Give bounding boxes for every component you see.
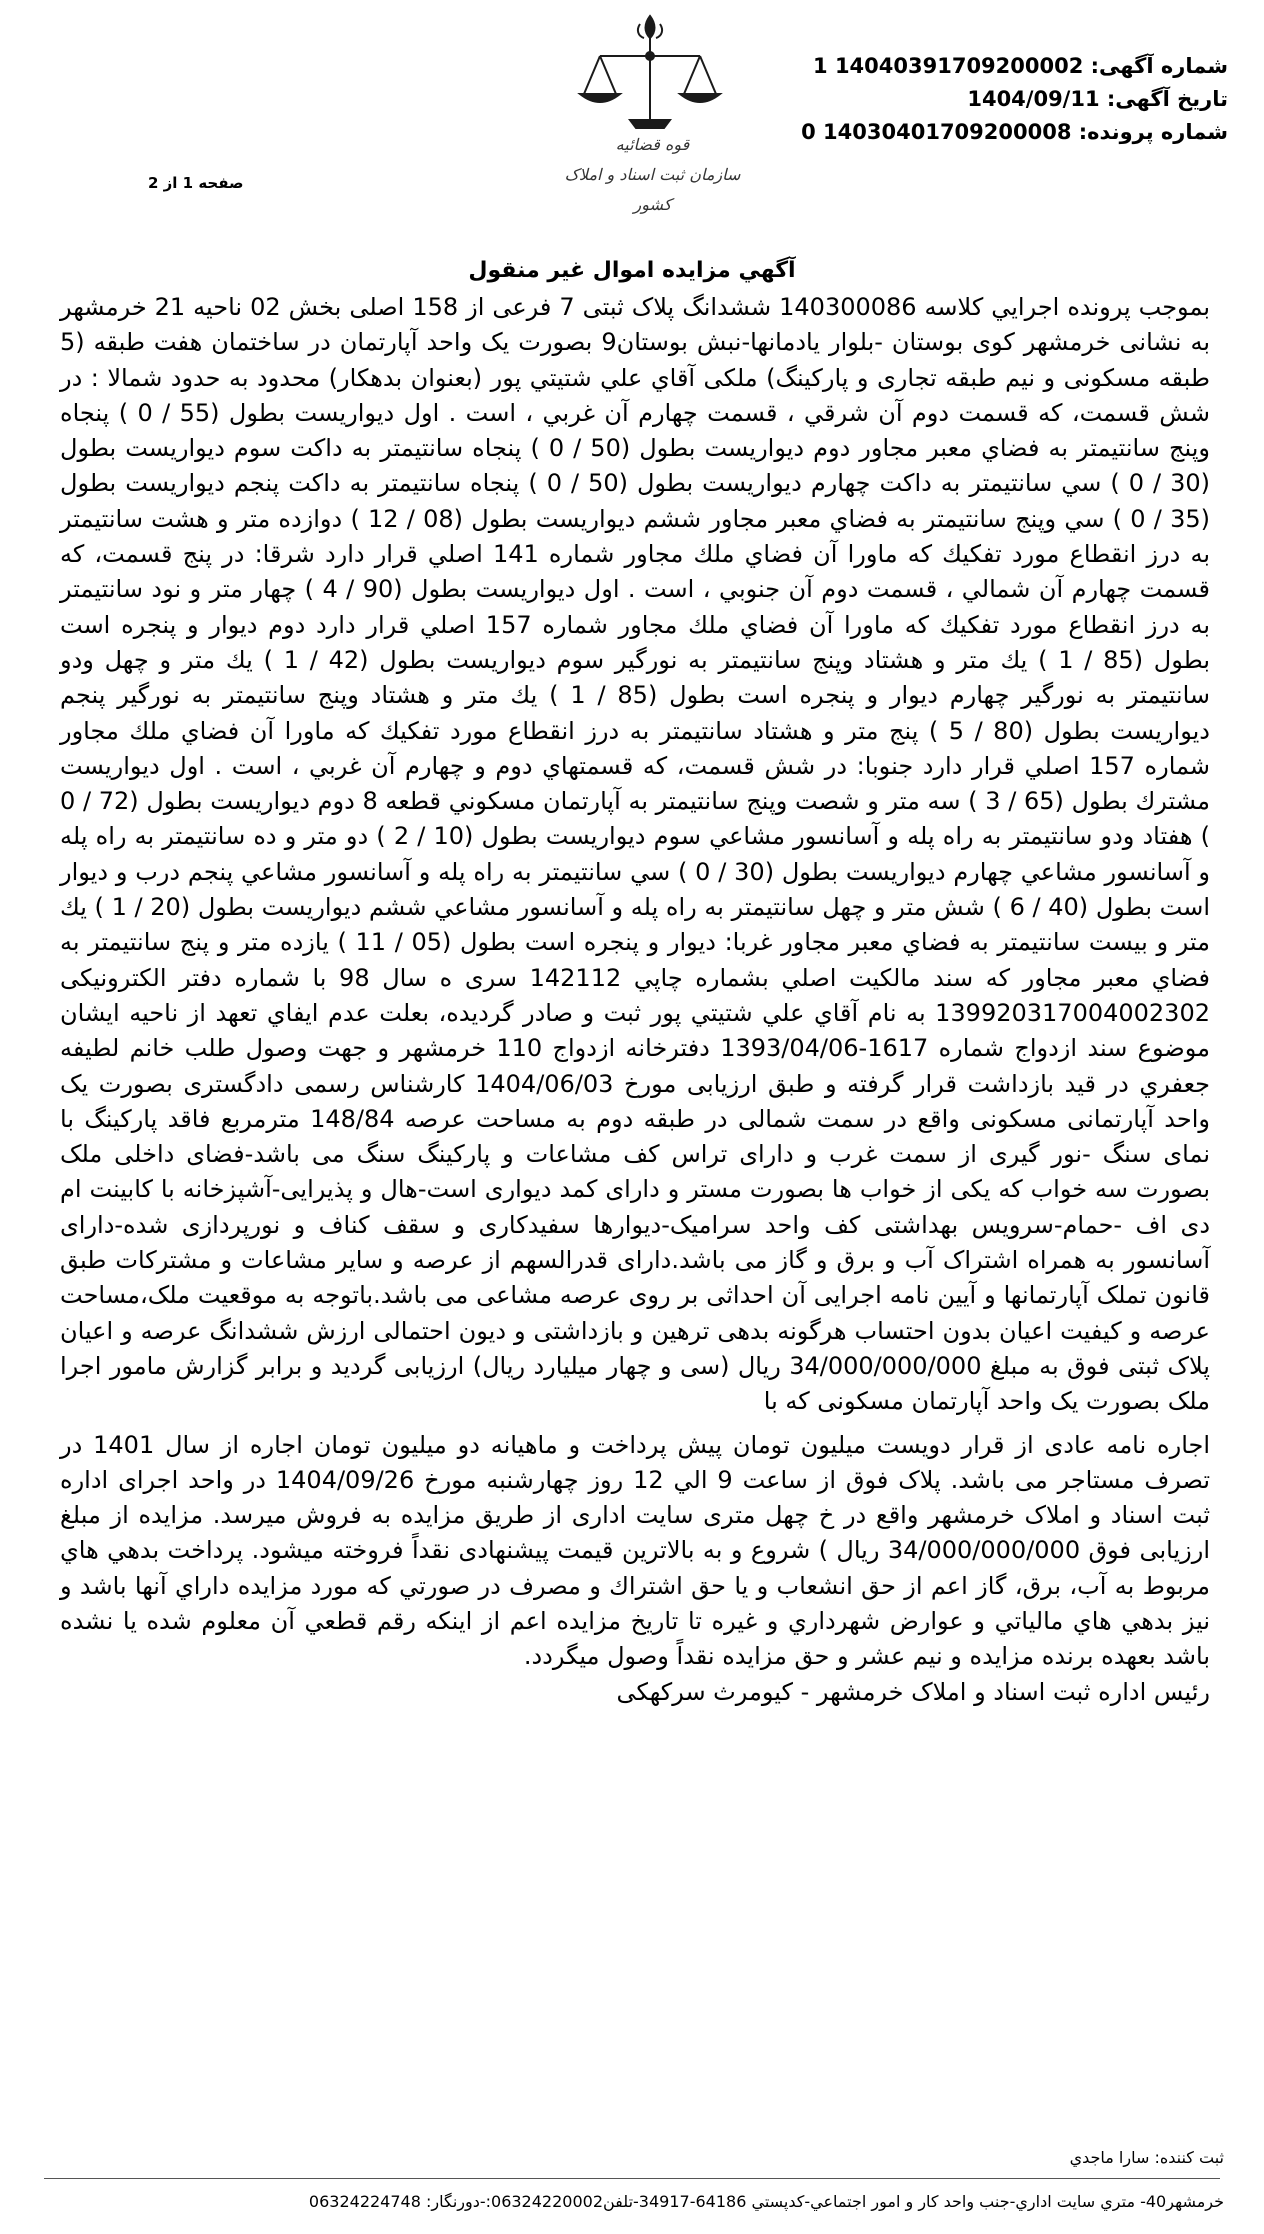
registrar-name: سارا ماجدي [1069, 2148, 1150, 2167]
footer-address: خرمشهر40- متري سايت اداري-جنب واحد كار و امور اجتماعي-كدپستي 64186-34917-تلفن06324220002:-دورنگار: 06324224748 [308, 2192, 1224, 2211]
body-paragraph-2: اجاره نامه عادی از قرار دویست میلیون تومان پیش پرداخت و ماهیانه دو میلیون تومان اجاره از سال 1401 در تصرف مستاجر می باشد. پلاک فوق از ساعت 9 الي 12 روز چهارشنبه مورخ 1404/09/26 در واحد اجرای اداره ثبت اسناد و املاک خرمشهر واقع در خ چهل متری سایت اداری از طریق مزایده به فروش میرسد. مزايده از مبلغ ارزيابی فوق 34/000/000/000 ريال ) شروع و به بالاترين قيمت پيشنهادی نقداً فروخته ميشود. پرداخت بدهي هاي مربوط به آب، برق، گاز اعم از حق انشعاب و يا حق اشتراك و مصرف در صورتي كه مورد مزايده داراي آنها باشد و نيز بدهي هاي مالياتي و عوارض شهرداري و غيره تا تاريخ مزايده اعم از اينكه رقم قطعي آن معلوم شده يا نشده باشد بعهده برنده مزايده و نيم عشر و حق مزايده نقداً وصول ميگردد. [60, 1430, 1211, 1671]
notice-date-label: تاریخ آگهی: [1106, 87, 1228, 111]
page-number: صفحه 1 از 2 [148, 174, 244, 192]
footer-divider [44, 2178, 1220, 2179]
notice-meta [801, 50, 1228, 149]
notice-date-row [801, 83, 1228, 116]
case-number-label: شماره پرونده: [1078, 120, 1228, 144]
notice-number: 14040391709200002 1 [813, 54, 1084, 78]
notice-number-row [801, 50, 1228, 83]
notice-date: 1404/09/11 [967, 87, 1100, 111]
registrar-label: ثبت کننده: [1154, 2148, 1224, 2167]
case-number: 14030401709200008 0 [801, 120, 1072, 144]
notice-body [60, 290, 1210, 1710]
registrar [1070, 2148, 1224, 2167]
emblem-line-2: سازمان ثبت اسناد و املاک کشور [564, 165, 741, 214]
emblem-caption [545, 130, 760, 220]
case-number-row [801, 116, 1228, 149]
notice-title: آگهي مزايده اموال غير منقول [468, 258, 796, 283]
notice-number-label: شماره آگهی: [1090, 54, 1228, 78]
emblem-line-1: قوه قضائیه [615, 135, 690, 154]
body-paragraph-1: بموجب پرونده اجرايي كلاسه 140300086 ششدانگ پلاک ثبتی 7 فرعی از 158 اصلی بخش 02 ناحیه 21 خرمشهر به نشانی خرمشهر کوی بوستان -بلوار یادمانها-نبش بوستان9 بصورت یک واحد آپارتمان در ساختمان هفت طبقه (5 طبقه مسکونی و نیم طبقه تجاری و پارکینگ) ملکی آقاي علي شتيتي پور (بعنوان بدهكار) محدود به حدود شمالا : در شش قسمت، كه قسمت دوم آن شرقي ، قسمت چهارم آن غربي ، است . اول دیواریست بطول (55 / 0 ) پنجاه وپنج سانتيمتر به فضاي معبر مجاور دوم ديواريست بطول (50 / 0 ) پنجاه سانتيمتر به داكت سوم ديواريست بطول (30 / 0 ) سي سانتيمتر به داكت چهارم ديواريست بطول (50 / 0 ) پنجاه سانتيمتر به داكت پنجم ديواريست بطول (35 / 0 ) سي وپنج سانتيمتر به فضاي معبر مجاور ششم ديواريست بطول (08 / 12 ) دوازده متر و هشت سانتيمتر به درز انقطاع مورد تفكيك كه ماورا آن فضاي ملك مجاور شماره 141 اصلي قرار دارد شرقا: در پنج قسمت، كه قسمت چهارم آن شمالي ، قسمت دوم آن جنوبي ، است . اول ديواريست بطول (90 / 4 ) چهار متر و نود سانتيمتر به درز انقطاع مورد تفكيك كه ماورا آن فضاي ملك مجاور شماره 157 اصلي قرار دارد دوم ديوار و پنجره است بطول (85 / 1 ) يك متر و هشتاد وپنج سانتيمتر به نورگير سوم ديواريست بطول (42 / 1 ) يك متر و چهل ودو سانتيمتر به نورگير چهارم ديوار و پنجره است بطول (85 / 1 ) يك متر و هشتاد وپنج سانتيمتر به نورگير پنجم ديواريست بطول (80 / 5 ) پنج متر و هشتاد سانتيمتر به درز انقطاع مورد تفكيك كه ماورا آن فضاي ملك مجاور شماره 157 اصلي قرار دارد جنوبا: در شش قسمت، كه قسمتهاي دوم و چهارم آن غربي ، است . اول ديواريست مشترك بطول (65 / 3 ) سه متر و شصت وپنج سانتيمتر به آپارتمان مسكوني قطعه 8 دوم ديواريست بطول (72 / 0 ) هفتاد ودو سانتيمتر به راه پله و آسانسور مشاعي سوم ديواريست بطول (10 / 2 ) دو متر و ده سانتيمتر به راه پله و آسانسور مشاعي چهارم ديواريست بطول (30 / 0 ) سي سانتيمتر به راه پله و آسانسور مشاعي پنجم درب و ديوار است بطول (40 / 6 ) شش متر و چهل سانتيمتر به راه پله و آسانسور مشاعي ششم ديواريست بطول (20 / 1 ) يك متر و بيست سانتيمتر به فضاي معبر مجاور غربا: ديوار و پنجره است بطول (05 / 11 ) يازده متر و پنج سانتيمتر به فضاي معبر مجاور كه سند مالكيت اصلي بشماره چاپي 142112 سری ه سال 98 با شماره دفتر الکترونیکی 139920317004002302 به نام آقاي علي شتيتي پور ثبت و صادر گرديده، بعلت عدم ايفاي تعهد از ناحيه ايشان موضوع سند ازدواج شماره 1617-1393/04/06 دفترخانه ازدواج 110 خرمشهر و جهت وصول طلب خانم لطيفه جعفري در قيد بازداشت قرار گرفته و طبق ارزیابی مورخ 1404/06/03 کارشناس رسمی دادگستری بصورت یک واحد آپارتمانی مسکونی واقع در سمت شمالی در طبقه دوم به مساحت عرصه 148/84 مترمربع فاقد پارکینگ با نمای سنگ -نور گیری از سمت غرب و دارای تراس کف مشاعات و پارکینگ سنگ می باشد-فضای داخلی ملک بصورت سه خواب که یکی از خواب ها بصورت مستر و دارای کمد دیواری است-هال و پذیرایی-آشپزخانه با کابینت ام دی اف -حمام-سرویس بهداشتی کف واحد سرامیک-دیوارها سفیدکاری و سقف کناف و نورپردازی شده-دارای آسانسور به همراه اشتراک آب و برق و گاز می باشد.دارای قدرالسهم از عرصه و سایر مشاعات و مشترکات طبق قانون تملک آپارتمانها و آیین نامه اجرایی آن احداثی بر روی عرصه مشاعی می باشد.باتوجه به موقعیت ملک،مساحت عرصه و کیفیت اعیان بدون احتساب هرگونه بدهی ترهین و بازداشتی و دیون احتمالی ارزش ششدانگ عرصه و اعیان پلاک ثبتی فوق به مبلغ 34/000/000/000 ریال (سی و چهار میلیارد ریال) ارزیابی گردید و برابر گزارش مامور اجرا ملک بصورت یک واحد آپارتمان مسکونی که با [60, 293, 1211, 1416]
signature-line: رئيس اداره ثبت اسناد و املاک خرمشهر - کیومرث سرکهکی [616, 1677, 1210, 1706]
